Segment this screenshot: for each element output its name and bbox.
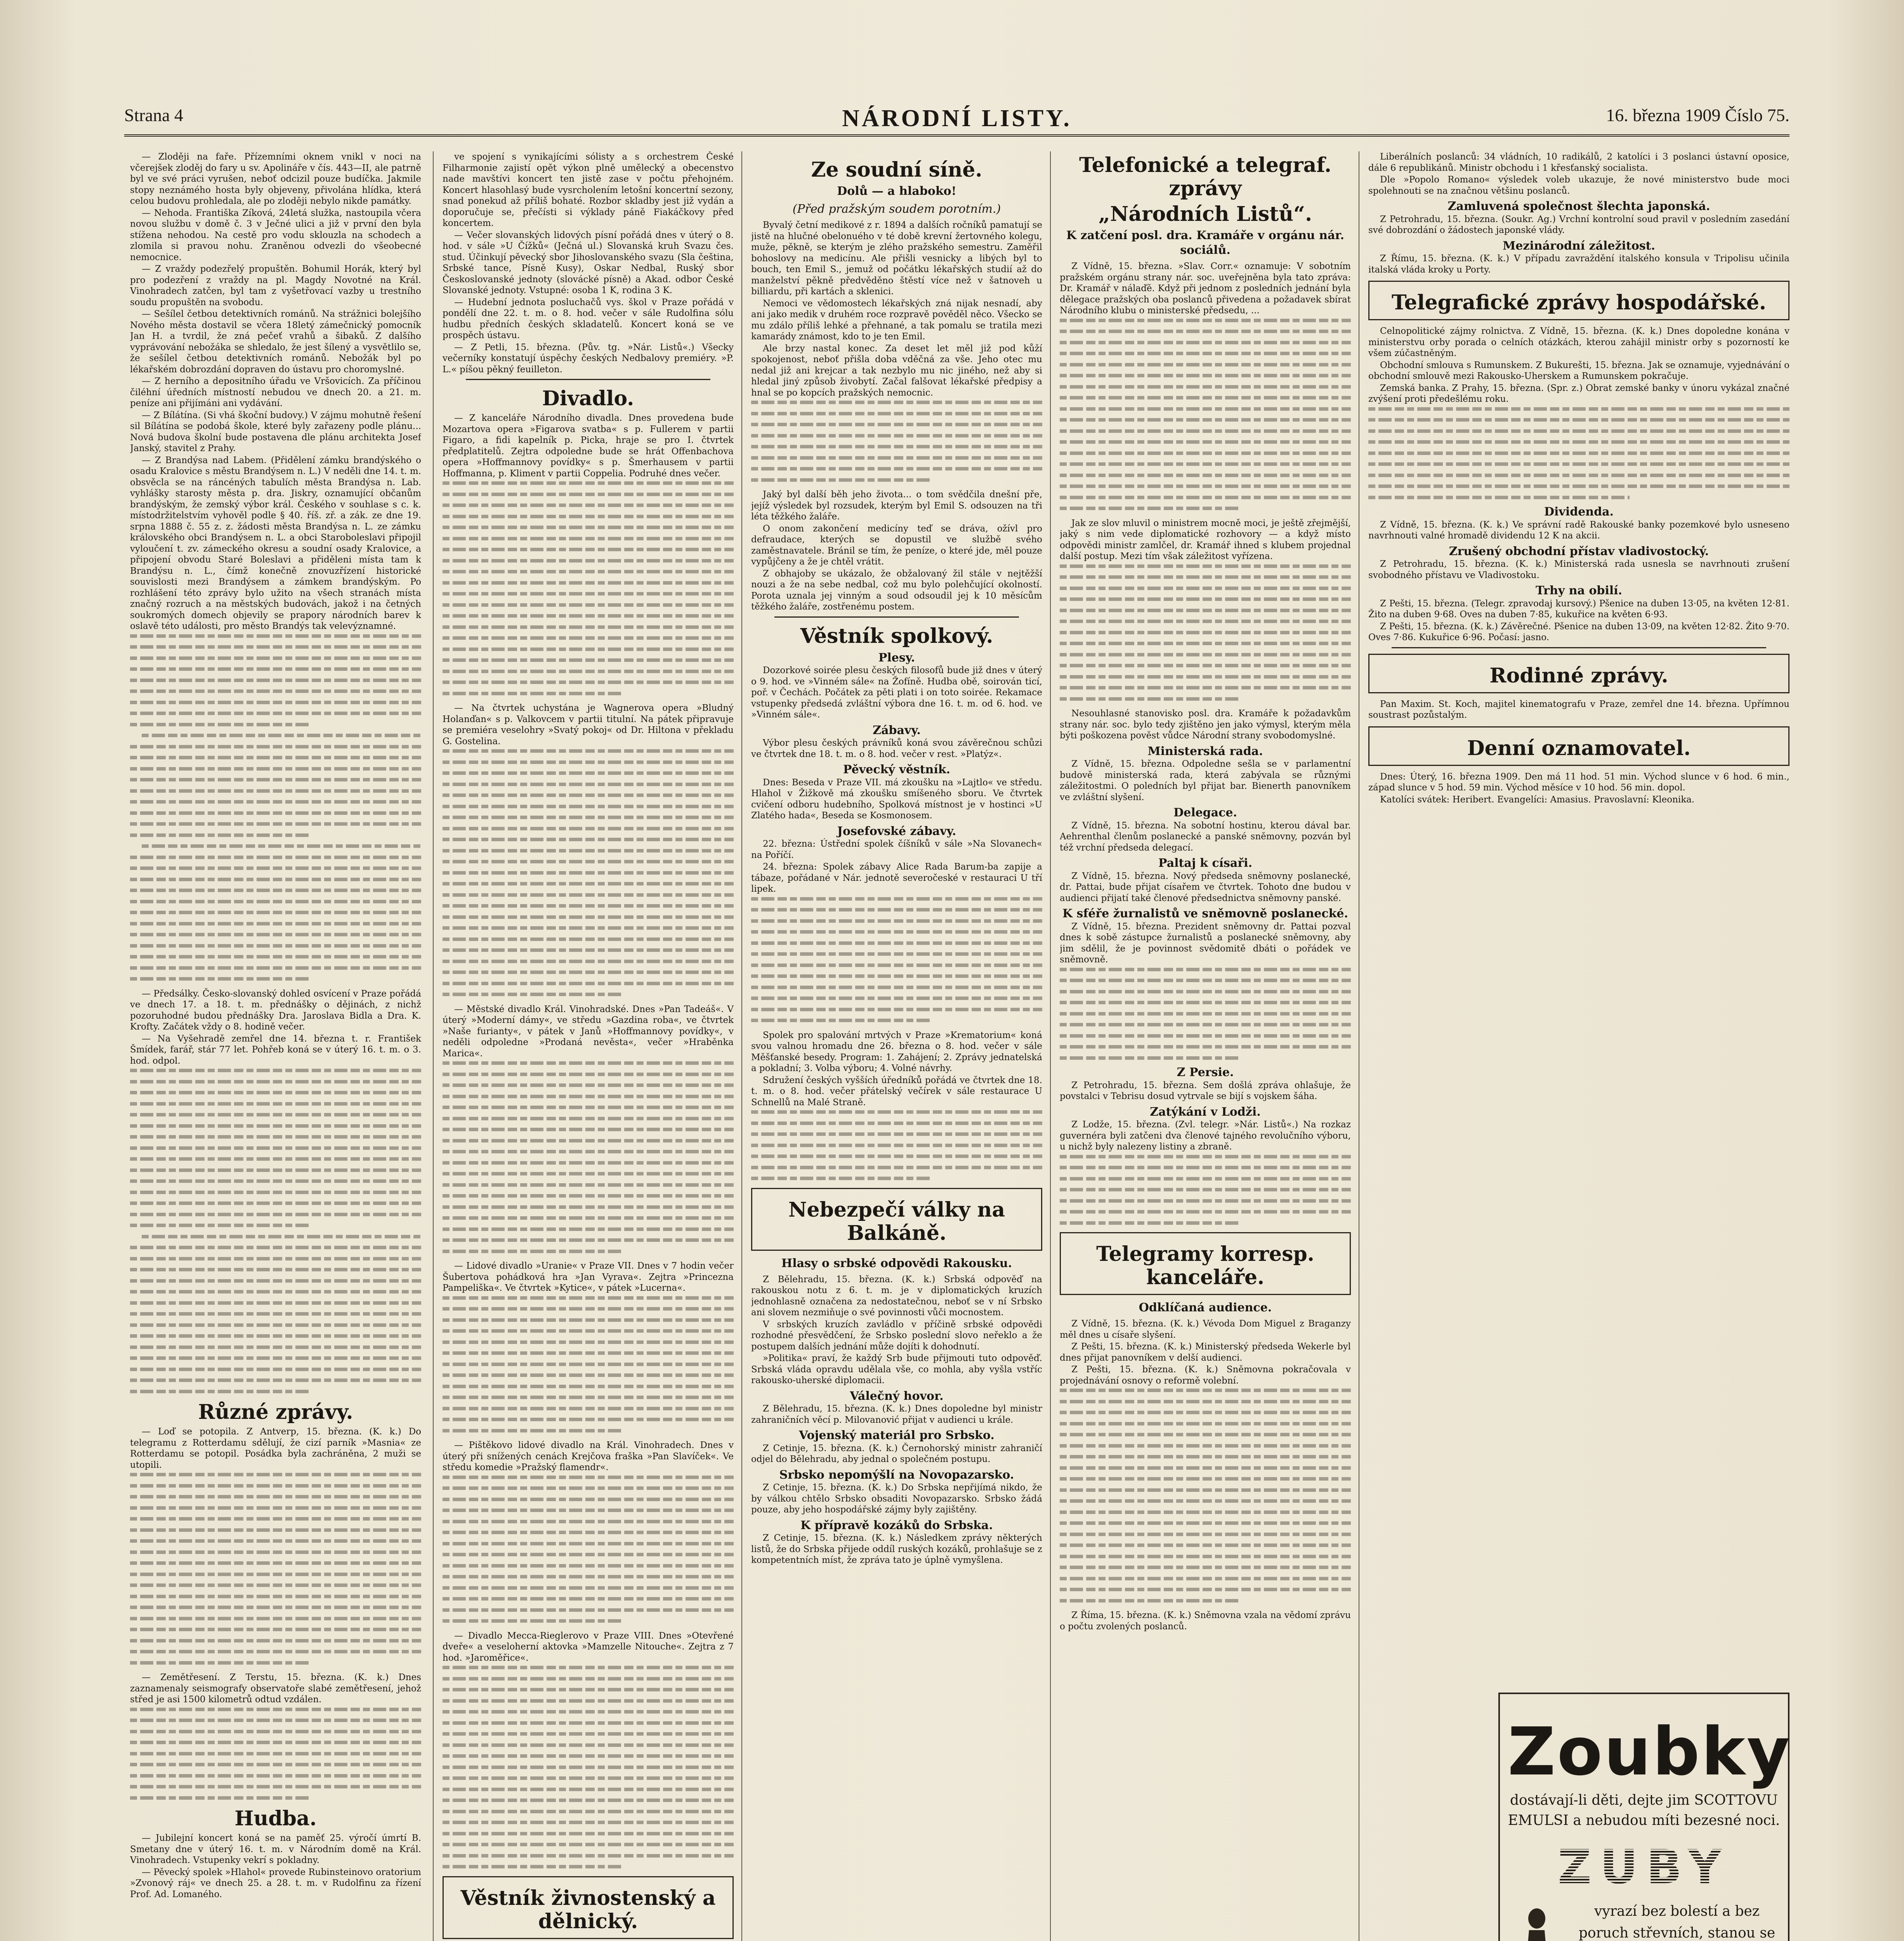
column-1 [130, 151, 421, 1941]
news-item: Byvalý četní medikové z r. 1894 a dalších ročníků pamatují se jistě na hlučné obelonuého v té době krevní žertovného kolegu, muže, pěkně, se kterým je zlého pražského semestru. Zaměřil bohoslovy na medicínu. Ale přišli vesnicky a libých byl to bouch, ten Emil S., jemuž od počátku lékařských studií až do manželství pěkně předvěděno štěstí více než v šatnoveh u billiardu, při kartách a sklenici. [751, 220, 1042, 297]
subsection-title: Dividenda. [1544, 505, 1614, 519]
text-continuation [443, 1061, 734, 1253]
news-item: — Nehoda. Františka Zíková, 24letá služka, nastoupila včera novou službu v domě č. 3 v Ječné ulici a již v první den byla stížena nehodou. Na cestě pro vodu sklouzla na schodech a zlomila si pravou nohu. Zraněnou odvezli do všeobecné nemocnice. [130, 208, 421, 262]
section-box-hospodarske [1368, 281, 1789, 320]
news-item: Výbor plesu českých právníků koná svou závěrečnou schůzi ve čtvrtek dne 18. t. m. o 8. hod. večer v rest. »Platýz«. [751, 738, 1042, 759]
text-continuation [1060, 968, 1351, 1060]
news-item: Spolek pro spalování mrtvých v Praze »Krematorium« koná svou valnou hromadu dne 26. března o 8. hod. večer v sále Měšťanské besedy. Program: 1. Zahájení; 2. Zprávy jednatelská a pokladní; 3. Volba výboru; 4. Volné návrhy. [751, 1030, 1042, 1073]
news-item: Dle »Popolo Romano« výsledek voleb ukazuje, že nové ministerstvo bude moci spolehnouti se na značnou většinu poslanců. [1368, 175, 1789, 196]
section-heading-telegraficke-hospodarske: Telegrafické zprávy hospodářské. [1391, 291, 1767, 314]
section-rule [1392, 647, 1766, 648]
newspaper-title: NÁRODNÍ LISTY. [842, 105, 1072, 132]
news-item: Jaký byl další běh jeho života... o tom svědčila dnešní pře, jejíž výsledek byl rozsudek, kterým byl Emil S. odsouzen na tři léta těžkého žaláře. [751, 490, 1042, 522]
news-item: Z Pešti, 15. března. (Telegr. zpravodaj kursový.) Pšenice na duben 13·05, na květen 12·81. Žito na duben 9·68. Oves na duben 7·85, kukuřice na květen 6·93. [1368, 598, 1789, 620]
fisherman-logo-icon [1508, 1903, 1566, 1941]
text-continuation [130, 634, 421, 981]
section-heading-hudba: Hudba. [234, 1807, 317, 1830]
article-title: Odklíčaná audience. [1139, 1301, 1272, 1314]
section-heading-denni-oznamovatel: Denní oznamovatel. [1467, 736, 1691, 760]
news-item: Z Vídně, 15. března. Na sobotní hostinu, kterou dával bar. Aehrenthal členům poslanecké a panské sněmovny, pozván byl též vrchní předseda delegací. [1060, 820, 1351, 853]
column-3 [751, 151, 1042, 1941]
news-item: Z Pešti, 15. března. (K. k.) Závěrečné. Pšenice na duben 13·09, na květen 12·82. Žito 9·70. Oves 7·86. Kukuřice 6·96. Počasí: jasno. [1368, 621, 1789, 642]
section-heading-telefonicke-zpravy: Telefonické a telegraf. zprávy [1079, 153, 1331, 200]
news-item: Pan Maxim. St. Koch, majitel kinematografu v Praze, zemřel dne 14. března. Upřímnou soustrast pozůstalým. [1368, 699, 1789, 720]
subsection-title: Vojenský materiál pro Srbsko. [799, 1429, 995, 1442]
ad-body-text: vyrazí bez bolestí a bez poruch střevních, stanou se [1578, 1903, 1776, 1941]
text-continuation [443, 1666, 734, 1868]
news-item: Z Bělehradu, 15. března. (K. k.) Srbská odpověď na rakouskou notu z 6. t. m. je v diplomatických kruzích jednohlasně označena za nedostatečnou, neboť se v ní Srbsko ani slovem nezmiňuje o své povinnosti vůči mocnostem. [751, 1274, 1042, 1318]
news-item: 24. března: Spolek zábavy Alice Rada Barum-ba zapije a tábaze, pořádané v Nár. jednotě severočeské v restauraci U tří lipek. [751, 862, 1042, 894]
news-item: — Z kanceláře Národního divadla. Dnes provedena bude Mozartova opera »Figarova svatba« s p. Fullerem v partii Figaro, a fidi kapelník p. Picka, hraje se pro I. čtvrtek předplatitelů. Zejtra odpoledne bude se hrát Offenbachova opera »Hoffmannovy povídky« s p. Šmerhausem v partii Hoffmanna, p. Kliment v partii Coppelia. Podruhé dnes večer. [443, 413, 734, 479]
news-item: — Z Brandýsa nad Labem. (Přidělení zámku brandýského o osadu Kralovice s městu Brandýsem n. L.) V neděli dne 14. t. m. obsvěcla se na ráncéných tabulích města Brandýsa n. Lab. vyhlášky starosty města p. dra. Jiskry, oznamující občanům brandýským, že zemský výbor král. Českého v souhlase s c. k. místodržitelstvím vyhověl podle § 40. říš. zř. a zák. ze dne 19. srpna 1888 č. 55 z. z. žádosti města Brandýsa n. L. ze zámku královského obci Brandýsem n. L. a obci Staroboleslavi připojil vyloučení t. zv. zámeckého okresu a soudní osady Kralovice, a připojení obvodu Staré Boleslavi a přiděleni místa tam k Brandýsu n. L., čímž konečně znovuzřízení historické souvislosti mezi Brandýsem a zámkem brandýským. Po rozhlášení této zprávy bylo užito na všech stranách místa značný rozruch a na městských budovách, jakož i na četných soukromých domech objevily se prapory národních barev k oslavě této události, pro město Brandýs tak velevýznamné. [130, 455, 421, 631]
news-item: — Městské divadlo Král. Vinohradské. Dnes »Pan Tadeáš«. V úterý »Moderní dámy«, ve středu »Gazdina roba«, ve čtvrtek »Naše furianty«, v pátek v Janů »Hoffmannovy povídky«, v neděli odpoledne »Prodaná nevěsta«, večer »Hraběnka Marica«. [443, 1004, 734, 1059]
column-divider [1050, 151, 1051, 1941]
ad-line: EMULSI a nebudou míti bezesné noci. [1508, 1813, 1780, 1828]
news-item: — Hudební jednota posluchačů vys. škol v Praze pořádá v pondělí dne 22. t. m. o 8. hod. večer v sále Rudolfina sólu hudbu předních českých skladatelů. Koncert koná se ve prospěch ústavu. [443, 297, 734, 340]
news-item: — Divadlo Mecca-Rieglerovo v Praze VIII. Dnes »Otevřené dveře« a veseloherní aktovka »Mamzelle Nitouche«. Zejtra z 7 hod. »Jaroměřice«. [443, 1630, 734, 1663]
subsection-title: Josefovské zábavy. [837, 824, 956, 838]
text-continuation [443, 749, 734, 996]
news-item: Z Petrohradu, 15. března. (K. k.) Ministerská rada usnesla se navrhnouti zrušení svobodného přístavu ve Vladivostoku. [1368, 559, 1789, 580]
news-item: — Z herního a depositního úřadu ve Vršovicích. Za příčinou čiléhní úředních místností nebudou ve dnech 20. a 21. m. peníze ani přijímáni ani vydávání. [130, 376, 421, 408]
news-item: Zemská banka. Z Prahy, 15. března. (Spr. z.) Obrat zemské banky v únoru vykázal značné zvýšení proti předešlému roku. [1368, 383, 1789, 404]
ad-zuby-lettering: ZUBY [1520, 1842, 1768, 1893]
subsection-title: Paltaj k císaři. [1158, 856, 1253, 870]
news-item: — Zemětřesení. Z Terstu, 15. března. (K. k.) Dnes zaznamenaly seismografy observatoře slabé zemětřesení, jehož střed je asi 1500 kilometrů odtud vzdálen. [130, 1672, 421, 1705]
masthead [124, 97, 1789, 140]
section-heading-narodnich-listu: „Národních Listů“. [1098, 202, 1312, 226]
news-item: ve spojení s vynikajícími sólisty a s orchestrem České Filharmonie zajistí opět výkon plně umělecký a obecenstvo nade mavštívi koncert ten jistě zase v počtu přehojném. Koncert hlasohlasý bude vysrcholením letošní koncertní sezony, snad ponekud až příliš bohaté. Rozbor skladby jest již vydán a doporučuje se, přečísti si výklady páně Fiakáčkovy před koncertem. [443, 152, 734, 228]
masthead-rule [124, 134, 1789, 137]
subsection-title: Trhy na obilí. [1536, 584, 1622, 597]
news-item: Z Vídně, 15. března. (K. k.) Vévoda Dom Miguel z Braganzy měl dnes u císaře slyšení. [1060, 1319, 1351, 1340]
subsection-title: Zábavy. [873, 723, 921, 737]
news-item: — Jubilejní koncert koná se na paměť 25. výročí úmrtí B. Smetany dne v úterý 16. t. m. v Národním domě na Král. Vinohradech. Vstupenky vekrí s pokladny. [130, 1833, 421, 1865]
news-item: Z obhajoby se ukázalo, že obžalovaný žil stále v nejtěžší nouzi a že na sebe nedbal, což mu bylo polehčující okolností. Porota uznala jej vinným a soud odsoudil jej k 10 měsícům těžkého žaláře, zostřenému postem. [751, 568, 1042, 612]
subsection-title: Plesy. [878, 651, 915, 665]
section-heading-vestnik-spolkovy: Věstník spolkový. [800, 624, 993, 648]
news-item: Z Cetinje, 15. března. (K. k.) Černohorský ministr zahraničí odjel do Bělehradu, aby jednal o společném postupu. [751, 1443, 1042, 1464]
subsection-title: Zatýkání v Lodži. [1150, 1105, 1261, 1119]
news-item: Z Pešti, 15. března. (K. k.) Ministerský předseda Wekerle byl dnes přijat panovníkem v delší audienci. [1060, 1342, 1351, 1363]
section-heading-divadlo: Divadlo. [542, 387, 634, 410]
news-item: Nesouhlasné stanovisko posl. dra. Kramáře k požadavkům strany nár. soc. bylo tedy zjištěno jen jako výmysl, kterým měla býti poškozena pověst vůdce Národní strany svobodomyslné. [1060, 708, 1351, 741]
news-item: — Loď se potopila. Z Antverp, 15. března. (K. k.) Do telegramu z Rotterdamu sdělují, že cizí parník »Masnia« ze Rotterdamu se potopil. Posádka byla zachráněna, 2 muži se utopili. [130, 1427, 421, 1470]
news-item: Nemoci ve vědomostech lékařských zná nijak nesnadí, aby ani jako medik v druhém roce rozpravě pověděl něco. Všecko se mu zdálo příliš lehké a přehnané, a tak pomalu se tratila mezi kamarády známost, kdo to je ten Emil. [751, 298, 1042, 342]
advertisement-scott-emulsion [1498, 1693, 1789, 1941]
news-item: — Sešílel četbou detektivních románů. Na strážnici bolejšího Nového města dostavil se včera 18letý zámečnický pomocník Jan H. a tvrdil, že zná pečeť vrahů a šibaků. Z dalšího vyprávování nebožáka se shledalo, že jest šílený a vysvětlilo se, že sešílel četbou detektivních románů. Nebožák byl po lékařském dobrozdání dopraven do ústavu pro choromyslné. [130, 309, 421, 375]
column-5-text [1368, 151, 1789, 805]
column-4 [1060, 151, 1351, 1941]
page-number: Strana 4 [124, 105, 184, 125]
news-item: Z Vídně, 15. března. (K. k.) Ve správní radě Rakouské banky pozemkové bylo usneseno navrhnouti valné hromadě dividendu 12 K na akcii. [1368, 519, 1789, 541]
issue-date: 16. března 1909 Číslo 75. [1606, 105, 1789, 125]
news-item: Liberálních poslanců: 34 vládních, 10 radikálů, 2 katolíci i 3 poslanci ústavní oposice, dále 6 republikánů. Ministr obchodu i 1 křesťanský socialista. [1368, 152, 1789, 173]
section-rule [774, 616, 1019, 618]
text-continuation [1060, 564, 1351, 701]
news-item: Z Vídně, 15. března. Prezident sněmovny dr. Pattai pozval dnes k sobě zástupce žurnalistů a poslanecké sněmovny, aby jim sdělil, že je povinnost svědomitě dbáti o pořádek ve sněmovně. [1060, 921, 1351, 965]
column-4-text [1060, 154, 1351, 1632]
article-title: Hlasy o srbské odpovědi Rakousku. [781, 1256, 1012, 1270]
news-item: Ale brzy nastal konec. Za deset let měl již pod kůží spokojenost, neboť přišla doba vděčná za vše. Jeho otec mu nedal již ani krejcar a tak nezbylo mu nic jiného, než aby si hledal jiný způsob živobytí. Začal falšovat lékařské předpisy a hnal se po kopcích pražských nemocnic. [751, 343, 1042, 398]
subsection-title: Mezinárodní záležitost. [1503, 239, 1655, 253]
news-item: Dnes: Úterý, 16. března 1909. Den má 11 hod. 51 min. Východ slunce v 6 hod. 6 min., západ slunce v 5 hod. 59 min. Východ měsíce v 10 hod. 56 min. dopol. [1368, 771, 1789, 793]
text-continuation [443, 1476, 734, 1623]
subsection-title: Delegace. [1173, 806, 1237, 819]
ad-title: Zoubky [1508, 1714, 1791, 1790]
section-box-balkan [751, 1188, 1042, 1251]
section-box-oznamovatel [1368, 726, 1789, 766]
news-item: Z Římu, 15. března. (K. k.) V případu zavraždění italského konsula v Tripolisu učinila italská vláda kroky u Porty. [1368, 253, 1789, 275]
news-item: Z Pešti, 15. března. (K. k.) Sněmovna pokračovala v projednávání osnovy o reformě volební. [1060, 1365, 1351, 1386]
text-continuation [130, 1473, 421, 1665]
text-continuation [751, 1110, 1042, 1180]
text-continuation [751, 897, 1042, 1023]
news-item: Z Říma, 15. března. (K. k.) Sněmovna vzala na vědomí zprávu o počtu zvolených poslanců. [1060, 1610, 1351, 1632]
news-item: — Zloději na faře. Přízemními oknem vnikl v noci na včerejšek zloděj do fary u sv. Apolináře v čís. 443—II, ale patrně byl ve své práci vyrušen, neboť odcizil pouze budíčka. Jakmile stopy neznámého hosta byly objeveny, přivolána hlídka, která celou budovu prohledala, ale po zloději nebylo nikde památky. [130, 152, 421, 206]
section-heading-ze-soudni-sine: Ze soudní síně. [811, 158, 982, 182]
news-item: Dozorkové soirée plesu českých filosofů bude již dnes v úterý o 9. hod. ve »Vinném sále« na Žofíně. Hudba obě, soirován ticí, poř. v Čechách. Počátek za pěti plati i on toto soirée. Rekamace vstupenky předsedá zvláštní výbora dne 16. t. m. od 6. hod. ve »Vinném sále«. [751, 665, 1042, 720]
section-heading-ruzne-zpravy: Různé zprávy. [198, 1400, 353, 1424]
text-continuation [130, 1069, 421, 1393]
column-2 [443, 151, 734, 1941]
section-box-telegramy [1060, 1232, 1351, 1295]
subsection-title: K přípravě kozáků do Srbska. [800, 1518, 993, 1532]
news-item: — Večer slovanských lidových písní pořádá dnes v úterý o 8. hod. v sále »U Čížků« (Ječná ul.) Slovanská kruh Svazu čes. stud. Účinkují pěvecký sbor Jihoslovanského svazu (Sla čeština, Srbské tance, Písně Kusy), Oskar Nedbal, Ruský sbor Českoslovanské jednoty (slovácké písně) a Akad. odbor České Slovanské jednoty. Vstupné: osoba 1 K, rodina 3 K. [443, 230, 734, 295]
news-item: — Předsálky. Česko-slovanský dohled osvícení v Praze pořádá ve dnech 17. a 18. t. m. přednášky o dějinách, z nichž pozoruhodné budou přednášky Dra. Jaroslava Bidla a Dra. K. Krofty. Začátek vždy o 8. hodině večer. [130, 988, 421, 1032]
article-title: K zatčení posl. dra. Kramáře v orgánu nár. sociálů. [1066, 229, 1344, 257]
news-item: — Lidové divadlo »Uranie« v Praze VII. Dnes v 7 hodin večer Šubertova pohádková hra »Jan Vyrava«. Zejtra »Princezna Pampeliška«. Ve čtvrtek »Kytice«, v pátek »Lucerna«. [443, 1261, 734, 1293]
news-item: 22. března: Ústřední spolek číšníků v sále »Na Slovanech« na Poříčí. [751, 839, 1042, 860]
news-item: — Z Petli, 15. března. (Pův. tg. »Nár. Listů«.) Všecky večerníky konstatují úspěchy českých Nedbalovy premiéry. »P. L.« píšou pěkný feuilleton. [443, 342, 734, 375]
news-item: — Na čtvrtek uchystána je Wagnerova opera »Bludný Holanďan« s p. Valkovcem v partii titulní. Na pátek připravuje se premiéra veselohry »Svatý pokoj« od Dr. Hiltona v překladu G. Gostelina. [443, 703, 734, 747]
article-title: Dolů — a hlaboko! [837, 184, 956, 198]
column-divider [741, 151, 742, 1941]
subsection-title: Zrušený obchodní přístav vladivostocký. [1449, 544, 1709, 558]
news-item: Celnopolitické zájmy rolnictva. Z Vídně, 15. března. (K. k.) Dnes dopoledne konána v ministerstvu orby porada o celních otázkách, kterou zahájil ministr orby s pozorností ke všem zúčastněným. [1368, 326, 1789, 358]
news-item: Obchodní smlouva s Rumunskem. Z Bukurešti, 15. března. Jak se oznamuje, vyjednávání o obchodní smlouvě mezi Rakousko-Uherskem a Rumunskem pokračuje. [1368, 360, 1789, 381]
text-continuation [1060, 1155, 1351, 1225]
text-continuation [443, 1296, 734, 1432]
section-box-rodinne [1368, 654, 1789, 693]
news-item: Z Petrohradu, 15. března. Sem došlá zpráva ohlašuje, že povstalci v Tebrisu dosud vytrvale se bijí s vojskem šáha. [1060, 1080, 1351, 1101]
text-continuation [1060, 1389, 1351, 1602]
ad-line: dostávají-li děti, dejte jim SCOTTOVU [1510, 1792, 1778, 1808]
section-heading-rodinne-zpravy: Rodinné zprávy. [1489, 663, 1668, 688]
news-item: Z Petrohradu, 15. března. (Soukr. Ag.) Vrchní kontrolní soud pravil v posledním zasedání své dobrozdání o žádostech japonské vlády. [1368, 214, 1789, 235]
subsection-title: Z Persie. [1177, 1066, 1234, 1079]
news-item: Z Vídně, 15. března. Odpoledne sešla se v parlamentní budově ministerská rada, která zabývala se různými záležitostmi. O poledních byl přijat bar. Bienerth panovníkem ve zvláštní slyšení. [1060, 759, 1351, 802]
section-rule [466, 379, 710, 380]
news-item: Z Lodže, 15. března. (Zvl. telegr. »Nár. Listů«.) Na rozkaz guvernéra byli zatčeni dva členové tajného revolučního výboru, u nichž byly nalezeny listiny a zbraně. [1060, 1120, 1351, 1152]
subsection-title: Válečný hovor. [850, 1389, 944, 1403]
column-1-text [130, 151, 421, 1900]
section-heading-vestnik-zivnostensky: Věstník živnostenský a dělnický. [460, 1886, 716, 1933]
news-item: Z Cetinje, 15. března. (K. k.) Následkem zprávy některých listů, že do Srbska přijede oddíl ruských kozáků, prohlašuje se z kompetentních míst, že zpráva tato je úplně vymyšlena. [751, 1533, 1042, 1565]
subsection-title: Pěvecký věstník. [843, 763, 950, 776]
section-box-zivnostensky [443, 1876, 734, 1939]
news-item: — Z Bílátína. (Si vhá škoční budovy.) V zájmu mohutně řešení sil Bílátína se podobá škole, které byly zařazeny podle plánu... Nová budova školní bude postavena dle plánu architekta Josef Janský, stavitel z Prahy. [130, 410, 421, 453]
news-item: O onom zakončení medicíny teď se dráva, ožívl pro defraudace, kterých se dopustil ve službě svého zaměstnavatele. Bránil se tím, že peníze, o které jde, měl pouze vypůjčeny a že je chtěl vrátit. [751, 523, 1042, 567]
news-item: Z Bělehradu, 15. března. (K. k.) Dnes dopoledne byl ministr zahraničních věcí p. Milovanović přijat v audienci u krále. [751, 1404, 1042, 1425]
news-item: — Z vraždy podezřelý propuštěn. Bohumil Horák, který byl pro podezření z vraždy na pl. Magdy Novotné na Král. Vinohradech zatčen, byl tam z vyšetřovací vazby u trestního soudu propuštěn na svobodu. [130, 264, 421, 307]
news-item: »Politika« praví, že každý Srb bude přijmouti tuto odpověď. Srbská vláda opravdu udělala vše, co mohla, aby vyšla vstříc rakousko-uherské diplomacii. [751, 1353, 1042, 1385]
text-continuation [130, 1708, 421, 1800]
news-item: V srbských kruzích zavládlo v příčině srbské odpovědi rozhodné přesvědčení, že Srbsko poslední slovo neřeklo a že postupem dalších jednání může dojíti k dohodnutí. [751, 1319, 1042, 1352]
subsection-title: Zamluvená společnost šlechta japonská. [1448, 200, 1710, 213]
column-5 [1368, 151, 1789, 1689]
news-item: Z Vídně, 15. března. Nový předseda sněmovny poslanecké, dr. Pattai, bude přijat císařem ve čtvrtek. Tohoto dne budou v audienci přijatí také členové předsednictva sněmovny panské. [1060, 871, 1351, 903]
news-item: Z Vídně, 15. března. »Slav. Corr.« oznamuje: V sobotním pražském orgánu strany nár. soc. uveřejněna byla tato zpráva: Dr. Kramář v nálaďě. Když při jednom z posledních jednání byla dělegace pražských oba poslanců přivedena a požadavek sbírat Národního klubu o ministerské předsedu, ... [1060, 261, 1351, 316]
news-item: Z Cetinje, 15. března. (K. k.) Do Srbska nepřijímá nikdo, že by válkou chtělo Srbsko obsaditi Novopazarsko. Srbsko žádá pouze, aby jeho hospodářské zájmy byly zajištěny. [751, 1483, 1042, 1515]
subsection-title: Ministerská rada. [1147, 744, 1263, 758]
text-continuation [1060, 319, 1351, 510]
news-item: Sdružení českých vyšších úředníků pořádá ve čtvrtek dne 18. t. m. o 8. hod. večer přátelský večírek v sále restaurace U Schnellů na Malé Straně. [751, 1075, 1042, 1108]
news-item: — Na Vyšehradě zemřel dne 14. března t. r. František Šmídek, farář, stár 77 let. Pohřeb koná se v úterý 16. t. m. o 3. hod. odpol. [130, 1033, 421, 1066]
news-item: Katolíci svátek: Heribert. Evangelíci: Amasius. Pravoslavní: Kleonika. [1380, 794, 1695, 805]
news-item: — Pěvecký spolek »Hlahol« provede Rubinsteinovo oratorium »Zvonový ráj« ve dnech 25. a 28. t. m. v Rudolfinu za řízení Prof. Ad. Lomaného. [130, 1867, 421, 1899]
column-3-text [751, 158, 1042, 1566]
article-subtitle: (Před pražským soudem porotním.) [792, 202, 1001, 216]
text-continuation [443, 481, 734, 695]
subsection-title: K sféře žurnalistů ve sněmovně poslanecké. [1062, 907, 1348, 920]
text-continuation [751, 401, 1042, 482]
section-heading-nebezpeci-valky: Nebezpečí války na Balkáně. [788, 1198, 1005, 1245]
text-continuation [1368, 407, 1789, 499]
column-divider [433, 151, 434, 1941]
subsection-title: Srbsko nepomýšlí na Novopazarsko. [779, 1468, 1014, 1482]
section-heading-telegramy: Telegramy korresp. kanceláře. [1096, 1242, 1314, 1289]
news-item: Dnes: Beseda v Praze VII. má zkoušku na »Lajtlo« ve středu. Hlahol v Žižkově má zkoušku smíšeného sboru. Ve čtvrtek cvičení odboru hudebního, Spolková místnost je v hostinci »U Zlatého hada«, Beseda se Kosmonosem. [751, 777, 1042, 821]
news-item: — Pištěkovo lidové divadlo na Král. Vinohradech. Dnes v úterý při snížených cenách Krejčova fraška »Pan Slavíček«. Ve středu komedie »Pražský flamendr«. [443, 1440, 734, 1472]
column-2-text [443, 151, 734, 1941]
news-item: Jak ze slov mluvil o ministrem mocně moci, je ještě zřejmější, jaký s nim vede diplomatické rozhovory — a když místo odpovědi ministr zamlčel, dr. Kramář ihned s klubem projednal další postup. Mezi tím však záležitost vyřízena. [1060, 518, 1351, 561]
